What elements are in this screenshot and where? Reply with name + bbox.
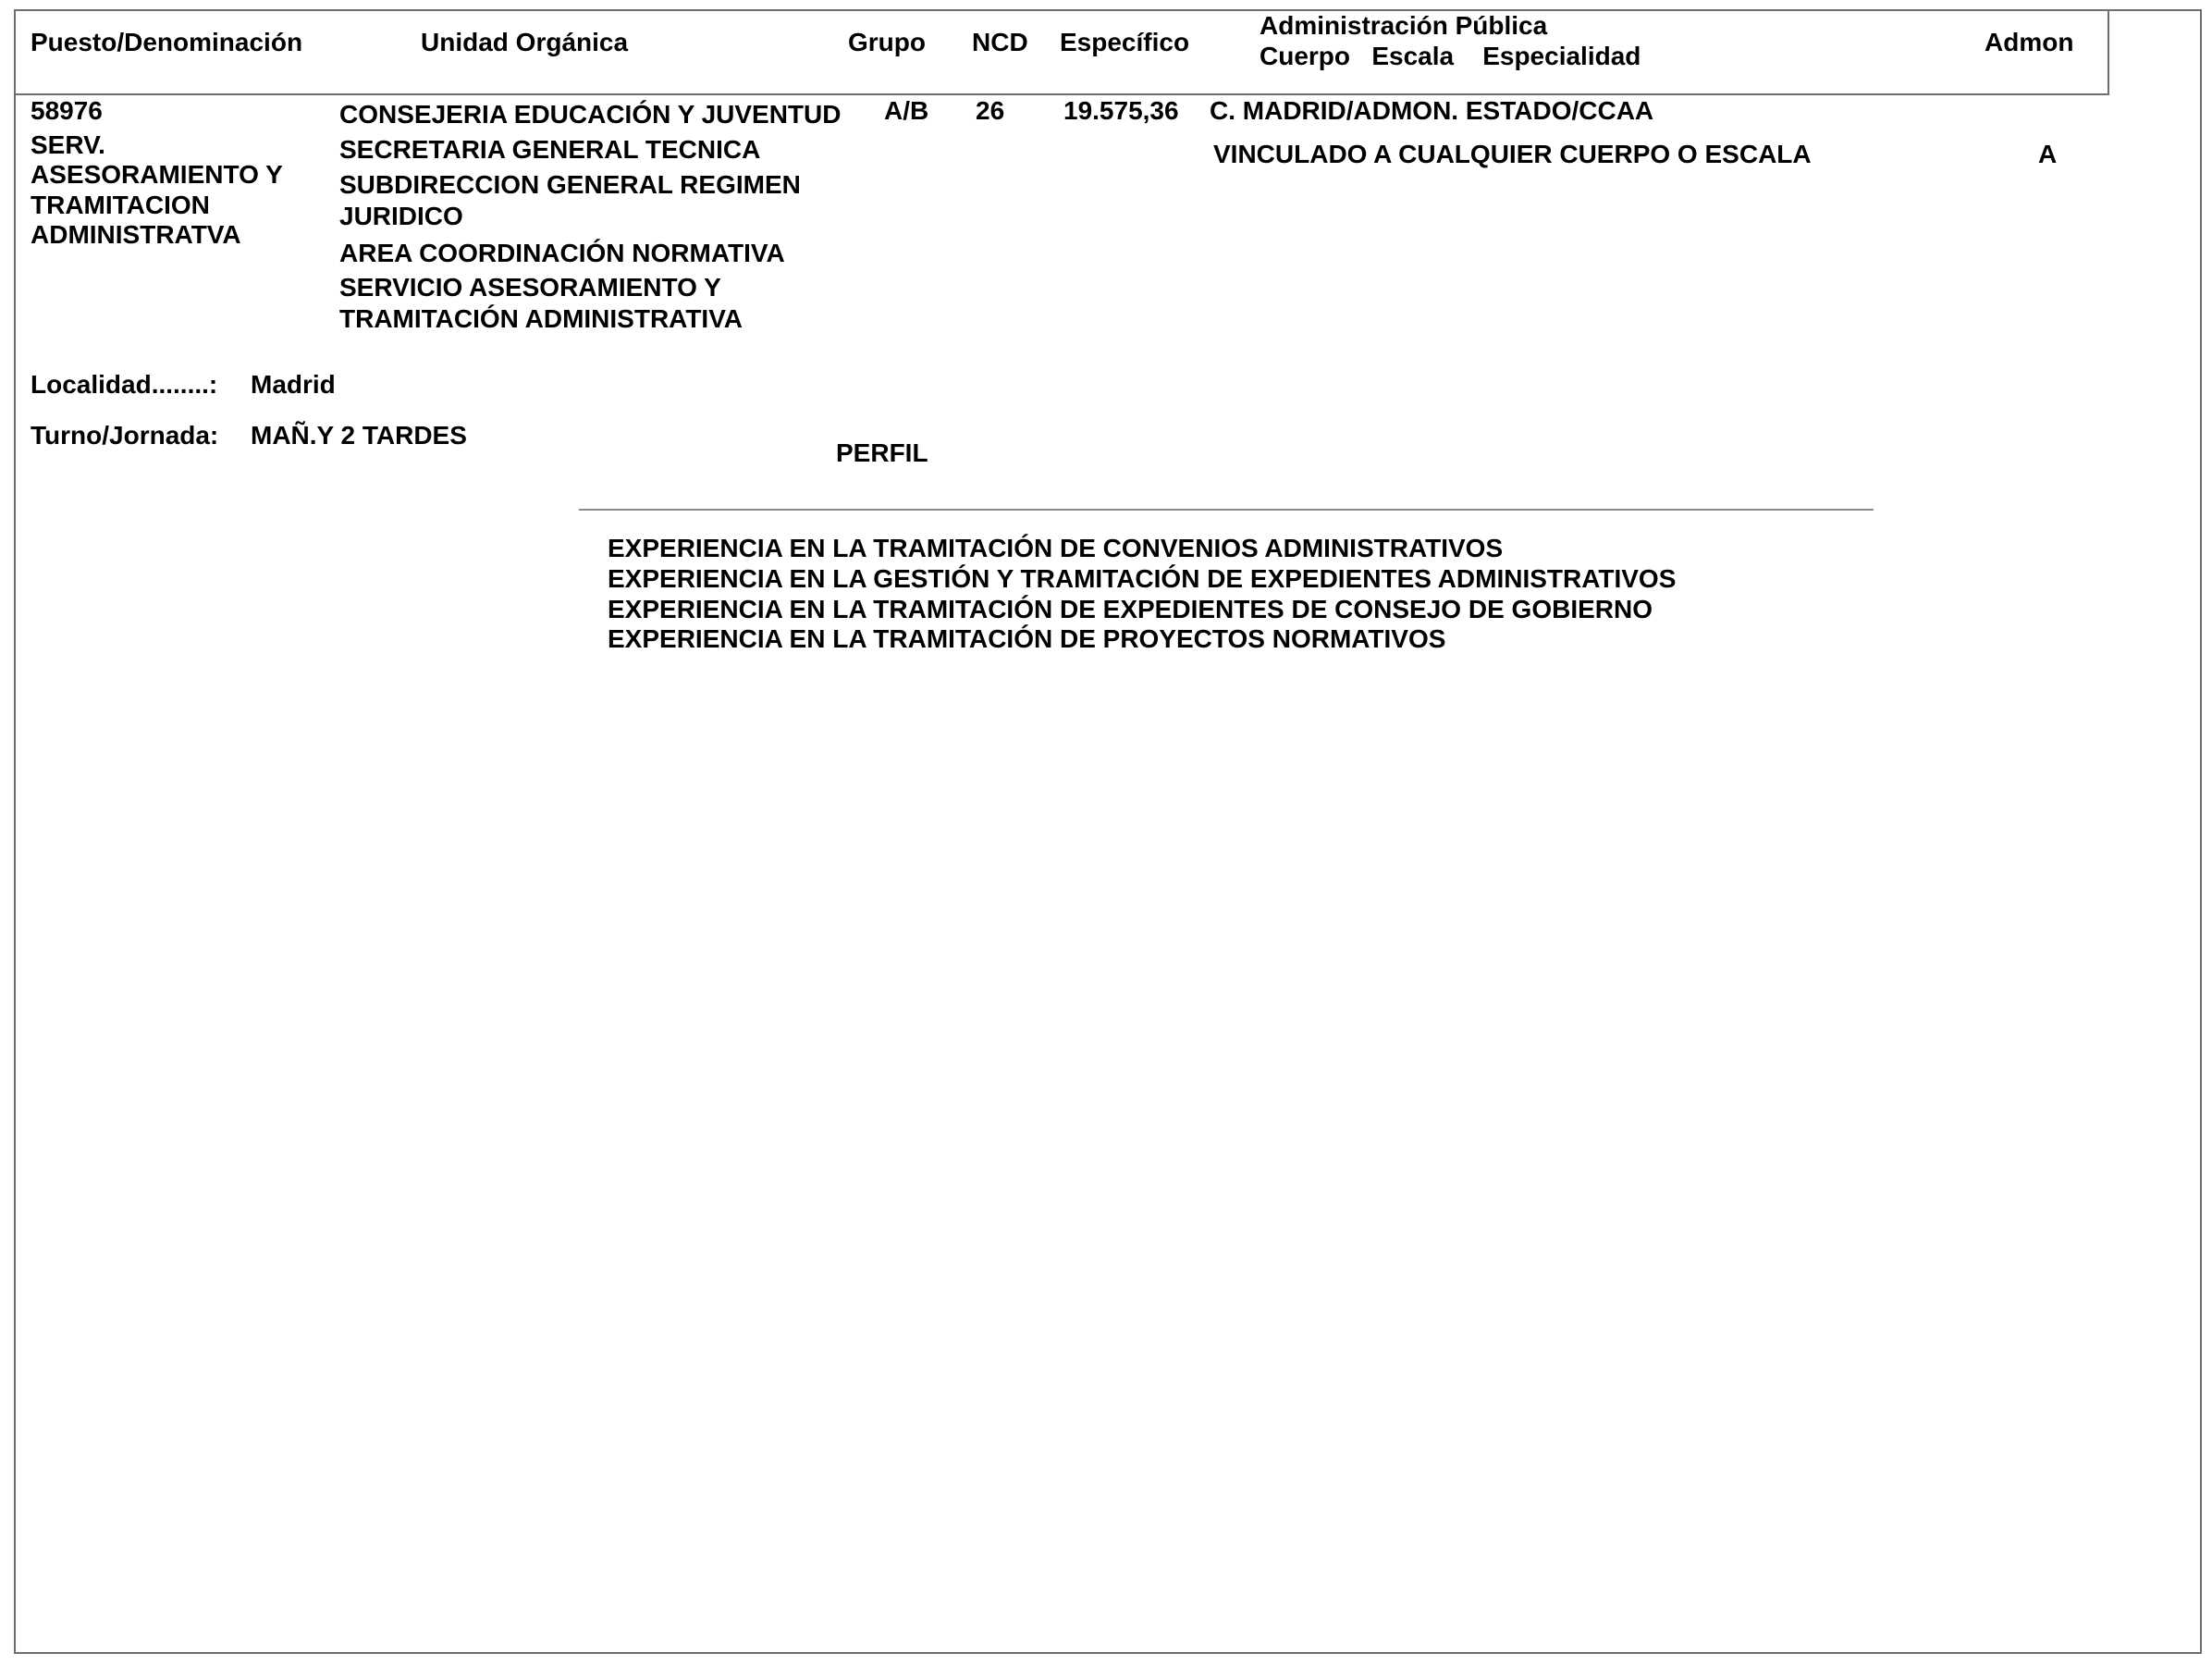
perfil-item: EXPERIENCIA EN LA GESTIÓN Y TRAMITACIÓN DE EXPEDIENTES ADMINISTRATIVOS bbox=[608, 564, 1677, 593]
perfil-divider bbox=[579, 509, 1874, 511]
record-unidad-line: AREA COORDINACIÓN NORMATIVA bbox=[339, 239, 785, 267]
record-denominacion-line: SERV. bbox=[31, 130, 105, 159]
header-admon: Admon bbox=[1985, 28, 2074, 56]
record-denominacion-line: TRAMITACION bbox=[31, 191, 210, 219]
localidad-value: Madrid bbox=[251, 370, 336, 399]
perfil-title: PERFIL bbox=[836, 438, 928, 467]
header-cuerpo-escala-especialidad: Cuerpo Escala Especialidad bbox=[1260, 42, 1641, 70]
record-ncd: 26 bbox=[976, 96, 1005, 125]
record-unidad-line: JURIDICO bbox=[339, 202, 463, 230]
perfil-item: EXPERIENCIA EN LA TRAMITACIÓN DE PROYECTOS NORMATIVOS bbox=[608, 624, 1446, 653]
record-unidad-line: SERVICIO ASESORAMIENTO Y bbox=[339, 273, 721, 302]
record-grupo: A/B bbox=[884, 96, 929, 125]
record-unidad-line: CONSEJERIA EDUCACIÓN Y JUVENTUD bbox=[339, 100, 842, 129]
record-denominacion-line: ADMINISTRATVA bbox=[31, 220, 241, 249]
record-administracion: C. MADRID/ADMON. ESTADO/CCAA bbox=[1210, 96, 1654, 125]
perfil-item: EXPERIENCIA EN LA TRAMITACIÓN DE EXPEDIENTES DE CONSEJO DE GOBIERNO bbox=[608, 595, 1653, 623]
record-cuerpo: VINCULADO A CUALQUIER CUERPO O ESCALA bbox=[1213, 140, 1812, 168]
header-unidad: Unidad Orgánica bbox=[421, 28, 629, 56]
perfil-item: EXPERIENCIA EN LA TRAMITACIÓN DE CONVENIOS ADMINISTRATIVOS bbox=[608, 534, 1504, 562]
localidad-label: Localidad........: bbox=[31, 370, 218, 399]
record-admon: A bbox=[2038, 140, 2058, 168]
header-administracion: Administración Pública bbox=[1260, 11, 1548, 40]
record-codigo: 58976 bbox=[31, 96, 103, 125]
turno-value: MAÑ.Y 2 TARDES bbox=[251, 421, 467, 450]
header-grupo: Grupo bbox=[848, 28, 926, 56]
header-especifico: Específico bbox=[1060, 28, 1190, 56]
header-puesto: Puesto/Denominación bbox=[31, 28, 303, 56]
record-unidad-line: TRAMITACIÓN ADMINISTRATIVA bbox=[339, 304, 743, 333]
record-unidad-line: SECRETARIA GENERAL TECNICA bbox=[339, 135, 761, 164]
record-especifico: 19.575,36 bbox=[1063, 96, 1179, 125]
record-denominacion-line: ASESORAMIENTO Y bbox=[31, 160, 283, 189]
record-unidad-line: SUBDIRECCION GENERAL REGIMEN bbox=[339, 170, 801, 199]
turno-label: Turno/Jornada: bbox=[31, 421, 219, 450]
header-ncd: NCD bbox=[972, 28, 1028, 56]
